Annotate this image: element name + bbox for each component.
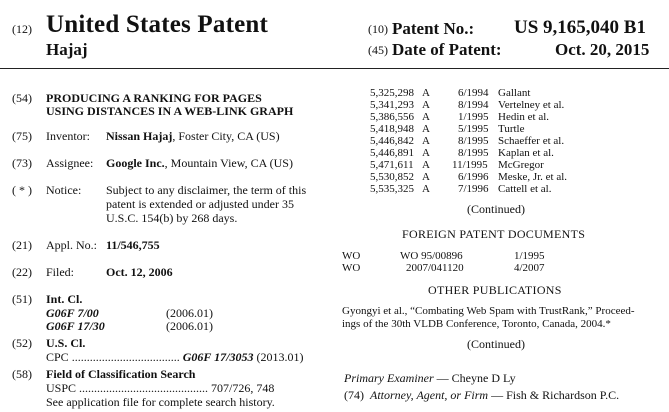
int-cl-class: G06F 7/00 xyxy=(46,306,99,320)
patent-number: US 9,165,040 B1 xyxy=(514,17,646,38)
uspc-label: USPC xyxy=(46,381,77,395)
attorney-label: Attorney, Agent, or Firm xyxy=(370,388,489,402)
primary-examiner-name: — Cheyne D Ly xyxy=(433,371,516,385)
other-publications-heading: OTHER PUBLICATIONS xyxy=(428,283,562,297)
header-rule xyxy=(0,68,669,69)
int-cl-version: (2006.01) xyxy=(166,306,213,320)
code-21: (21) xyxy=(12,238,32,252)
invention-title-line2: USING DISTANCES IN A WEB-LINK GRAPH xyxy=(46,104,294,118)
assignee-location: , Mountain View, CA (US) xyxy=(164,156,293,170)
invention-title-line1: PRODUCING A RANKING FOR PAGES xyxy=(46,91,262,105)
continued-us-refs: (Continued) xyxy=(467,202,525,216)
assignee-label: Assignee: xyxy=(46,156,94,170)
cpc-leader-dots: .................................... xyxy=(71,350,180,364)
us-cl-label: U.S. Cl. xyxy=(46,336,86,350)
attorney-line xyxy=(344,388,619,403)
primary-examiner xyxy=(344,371,516,386)
code-73: (73) xyxy=(12,156,32,170)
code-10: (10) xyxy=(368,22,388,36)
appl-no: 11/546,755 xyxy=(106,238,160,252)
date-of-patent: Oct. 20, 2015 xyxy=(555,40,650,59)
uspc-line xyxy=(46,381,274,396)
inventor-entry xyxy=(106,129,280,144)
code-58: (58) xyxy=(12,367,32,381)
assignee-name: Google Inc. xyxy=(106,156,165,170)
cpc-label: CPC xyxy=(46,350,69,364)
notice-label: Notice: xyxy=(46,183,82,197)
patent-no-label: Patent No.: xyxy=(392,19,475,38)
primary-examiner-label: Primary Examiner xyxy=(344,371,434,385)
date-of-patent-label: Date of Patent: xyxy=(392,40,502,59)
filed-label: Filed: xyxy=(46,265,75,279)
assignee-entry xyxy=(106,156,293,171)
uspc-value: 707/726, 748 xyxy=(211,381,275,395)
code-12: (12) xyxy=(12,22,32,36)
cpc-class: G06F 17/3053 xyxy=(182,350,254,364)
notice-line2: patent is extended or adjusted under 35 xyxy=(106,197,294,211)
code-74: (74) xyxy=(344,388,364,402)
code-54: (54) xyxy=(12,91,32,105)
code-notice: ( * ) xyxy=(12,183,32,197)
see-application-note: See application file for complete search history. xyxy=(46,395,275,409)
cpc-version: (2013.01) xyxy=(256,350,304,364)
int-cl-version: (2006.01) xyxy=(166,319,213,333)
uspc-leader-dots: ........................................... xyxy=(79,381,209,395)
inventor-location: , Foster City, CA (US) xyxy=(172,129,280,143)
cpc-line xyxy=(46,350,303,365)
code-22: (22) xyxy=(12,265,32,279)
foreign-docs-heading: FOREIGN PATENT DOCUMENTS xyxy=(402,227,586,241)
inventor-label: Inventor: xyxy=(46,129,90,143)
publication-line1: Gyongyi et al., “Combating Web Spam with TrustRank,” Proceed- xyxy=(342,305,635,317)
publication-line2: ings of the 30th VLDB Conference, Toronto, Canada, 2004.* xyxy=(342,318,611,330)
inventor-short: Hajaj xyxy=(46,40,88,59)
attorney-firm: — Fish & Richardson P.C. xyxy=(488,388,620,402)
inventor-name: Nissan Hajaj xyxy=(106,129,173,143)
int-cl-class: G06F 17/30 xyxy=(46,319,105,333)
code-75: (75) xyxy=(12,129,32,143)
field-search-label: Field of Classification Search xyxy=(46,367,196,381)
code-52: (52) xyxy=(12,336,32,350)
code-51: (51) xyxy=(12,292,32,306)
notice-line3: U.S.C. 154(b) by 268 days. xyxy=(106,211,238,225)
continued-publications: (Continued) xyxy=(467,337,525,351)
patent-title-heading: United States Patent xyxy=(46,11,269,38)
filed-date: Oct. 12, 2006 xyxy=(106,265,173,279)
appl-no-label: Appl. No.: xyxy=(46,238,97,252)
notice-line1: Subject to any disclaimer, the term of this xyxy=(106,183,307,197)
code-45: (45) xyxy=(368,43,388,57)
int-cl-label: Int. Cl. xyxy=(46,292,83,306)
